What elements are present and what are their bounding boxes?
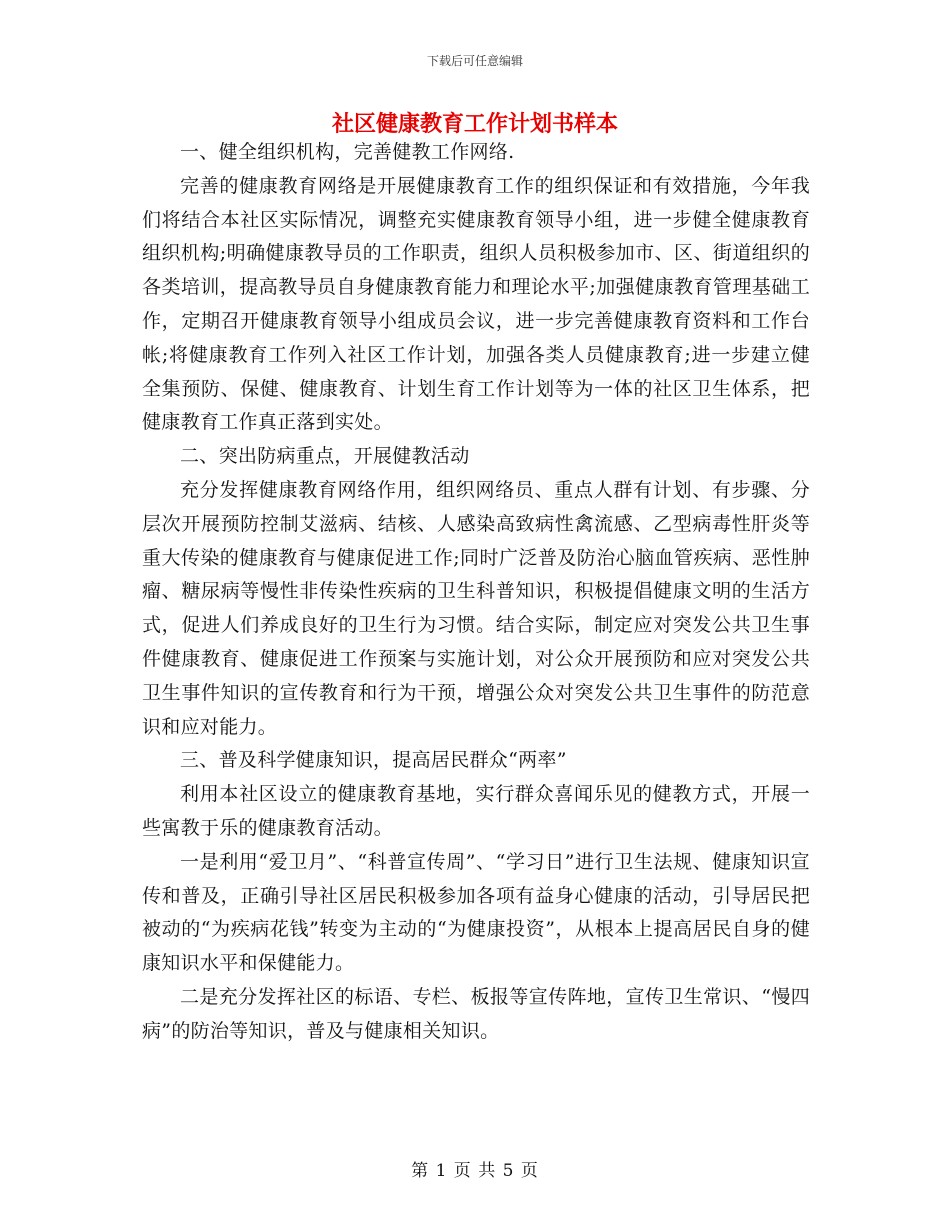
page-header-note: 下载后可任意编辑: [426, 54, 523, 68]
document-title: 社区健康教育工作计划书样本: [331, 112, 618, 137]
section-heading-3: 三、普及科学健康知识，提高居民群众“两率”: [180, 749, 567, 772]
paragraph: 充分发挥健康教育网络作用，组织网络员、重点人群有计划、有步骤、分层次开展预防控制艾滋病、结核、人感染高致病性禽流感、乙型病毒性肝炎等重大传染的健康教育与健康促进工作;同时广泛普及防治心脑血管疾病、恶性肿瘤、糖尿病等慢性非传染性疾病的卫生科普知识，积极提倡健康文明的生活方式，促进人们养成良好的卫生行为习惯。结合实际，制定应对突发公共卫生事件健康教育、健康促进工作预案与实施计划，对公众开展预防和应对突发公共卫生事件知识的宣传教育和行为干预，增强公众对突发公共卫生事件的防范意识和应对能力。: [142, 478, 810, 738]
page-number: 第 1 页 共 5 页: [411, 1161, 539, 1181]
paragraph: 一是利用“爱卫月”、“科普宣传周”、“学习日”进行卫生法规、健康知识宣传和普及，正确引导社区居民积极参加各项有益身心健康的活动，引导居民把被动的“为疾病花钱”转变为主动的“为健康投资”，从根本上提高居民自身的健康知识水平和保健能力。: [142, 850, 810, 975]
paragraph: 二是充分发挥社区的标语、专栏、板报等宣传阵地，宣传卫生常识、“慢四病”的防治等知识，普及与健康相关知识。: [142, 985, 810, 1042]
paragraph: 利用本社区设立的健康教育基地，实行群众喜闻乐见的健教方式，开展一些寓教于乐的健康教育活动。: [142, 783, 810, 839]
section-heading-2: 二、突出防病重点，开展健教活动: [180, 445, 470, 468]
section-heading-1: 一、健全组织机构，完善健教工作网络.: [180, 141, 515, 163]
document-body: [142, 136, 810, 1049]
paragraph: 完善的健康教育网络是开展健康教育工作的组织保证和有效措施，今年我们将结合本社区实际情况，调整充实健康教育领导小组，进一步健全健康教育组织机构;明确健康教导员的工作职责，组织人员积极参加市、区、街道组织的各类培训，提高教导员自身健康教育能力和理论水平;加强健康教育管理基础工作，定期召开健康教育领导小组成员会议，进一步完善健康教育资料和工作台帐;将健康教育工作列入社区工作计划，加强各类人员健康教育;进一步建立健全集预防、保健、健康教育、计划生育工作计划等为一体的社区卫生体系，把健康教育工作真正落到实处。: [142, 174, 810, 434]
